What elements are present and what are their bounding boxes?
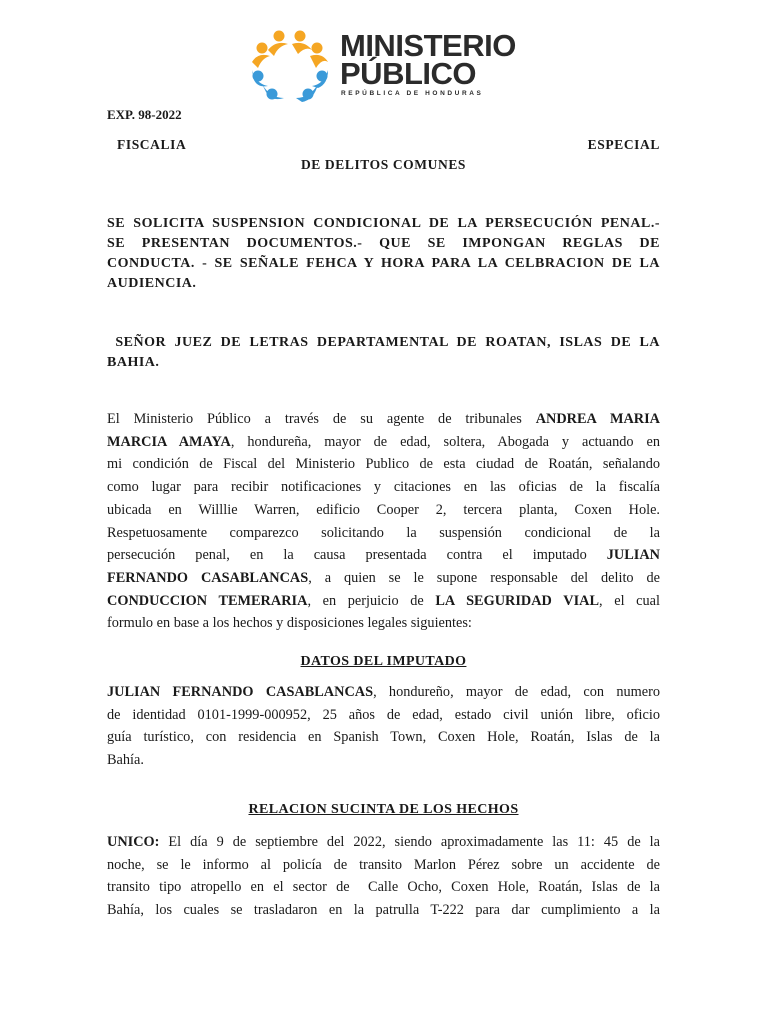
paragraph-line [107,681,660,704]
text-span: , hondureña, mayor de edad, soltera, Abogada y actuando en [230,433,660,450]
paragraph-line [107,408,660,431]
accused-name: JULIAN FERNANDO CASABLANCAS [107,684,374,700]
paragraph-line: Bahía, los cuales se trasladaron en la patrulla T-222 para dar cumplimiento a la [107,902,660,919]
section-heading-datos: DATOS DEL IMPUTADO [300,654,467,669]
fiscalia-right: ESPECIAL [587,137,660,152]
ministerio-publico-logo [248,28,518,104]
subject-line: AUDIENCIA. [107,276,197,291]
addressee-line: SEÑOR JUEZ DE LETRAS DEPARTAMENTAL DE ROATAN, ISLAS DE LA [107,335,660,350]
agent-name: ANDREA MARIA [535,411,660,427]
paragraph-line: Respetuosamente comparezco solicitando la suspensión condicional de la [107,524,660,541]
text-span: persecución penal, en la causa presentada contra el imputado [107,547,607,564]
paragraph-line: formulo en base a los hechos y disposiciones legales siguientes: [107,615,472,632]
text-span: , hondureño, mayor de edad, con numero [373,684,660,700]
text-span: El día 9 de septiembre del 2022, siendo aproximadamente las 11: 45 de la [159,834,660,850]
people-circle-emblem-icon [248,28,332,104]
victim-name: LA SEGURIDAD VIAL [435,592,600,609]
subject-block [107,214,660,294]
crime-name: CONDUCCION TEMERARIA [107,592,308,609]
intro-paragraph [107,408,660,635]
addressee-block [107,333,660,373]
accused-data-paragraph [107,681,660,772]
paragraph-line [107,431,660,454]
fact-label: UNICO: [107,834,160,850]
accused-name: JULIAN [606,547,660,564]
facts-paragraph [107,831,660,922]
text-span: , el cual [599,592,660,609]
section-heading-hechos: RELACION SUCINTA DE LOS HECHOS [248,802,519,817]
paragraph-line [107,590,660,613]
text-span: , en perjuicio de [307,592,436,609]
case-number: EXP. 98-2022 [107,107,182,122]
text-span: , a quien se le supone responsable del delito de [308,569,661,586]
subject-line: CONDUCTA. - SE SEÑALE FEHCA Y HORA PARA LA CELBRACION DE LA [107,256,660,271]
fiscalia-left: FISCALIA [117,137,187,152]
paragraph-line: ubicada en Willlie Warren, edificio Cooper 2, tercera planta, Coxen Hole. [107,501,660,518]
paragraph-line [107,831,660,854]
subject-line: SE PRESENTAN DOCUMENTOS.- QUE SE IMPONGAN REGLAS DE [107,236,660,251]
accused-name: FERNANDO CASABLANCAS [107,569,309,586]
paragraph-line: transito tipo atropello en el sector de Calle Ocho, Coxen Hole, Roatán, Islas de la [107,879,660,896]
logo-name-line2: PÚBLICO [340,56,476,91]
logo-subtitle: REPÚBLICA DE HONDURAS [341,90,484,97]
paragraph-line: Bahía. [107,752,144,769]
fiscalia-line2: DE DELITOS COMUNES [300,157,467,172]
paragraph-line [107,544,660,567]
paragraph-line: mi condición de Fiscal del Ministerio Publico de esta ciudad de Roatán, señalando [107,456,660,473]
addressee-line: BAHIA. [107,355,160,370]
paragraph-line: noche, se le informo al policía de transito Marlon Pérez sobre un accidente de [107,856,660,873]
paragraph-line: de identidad 0101-1999-000952, 25 años de edad, estado civil unión libre, oficio [107,706,660,723]
text-span: El Ministerio Público a través de su agente de tribunales [107,411,536,427]
paragraph-line: guía turístico, con residencia en Spanish Town, Coxen Hole, Roatán, Islas de la [107,729,660,746]
logo-name-line1: MINISTERIO [340,28,516,63]
subject-line: SE SOLICITA SUSPENSION CONDICIONAL DE LA PERSECUCIÓN PENAL.- [107,216,660,231]
agent-name: MARCIA AMAYA [107,433,231,450]
paragraph-line [107,567,660,590]
paragraph-line: como lugar para recibir notificaciones y citaciones en las oficias de la fiscalía [107,479,660,496]
